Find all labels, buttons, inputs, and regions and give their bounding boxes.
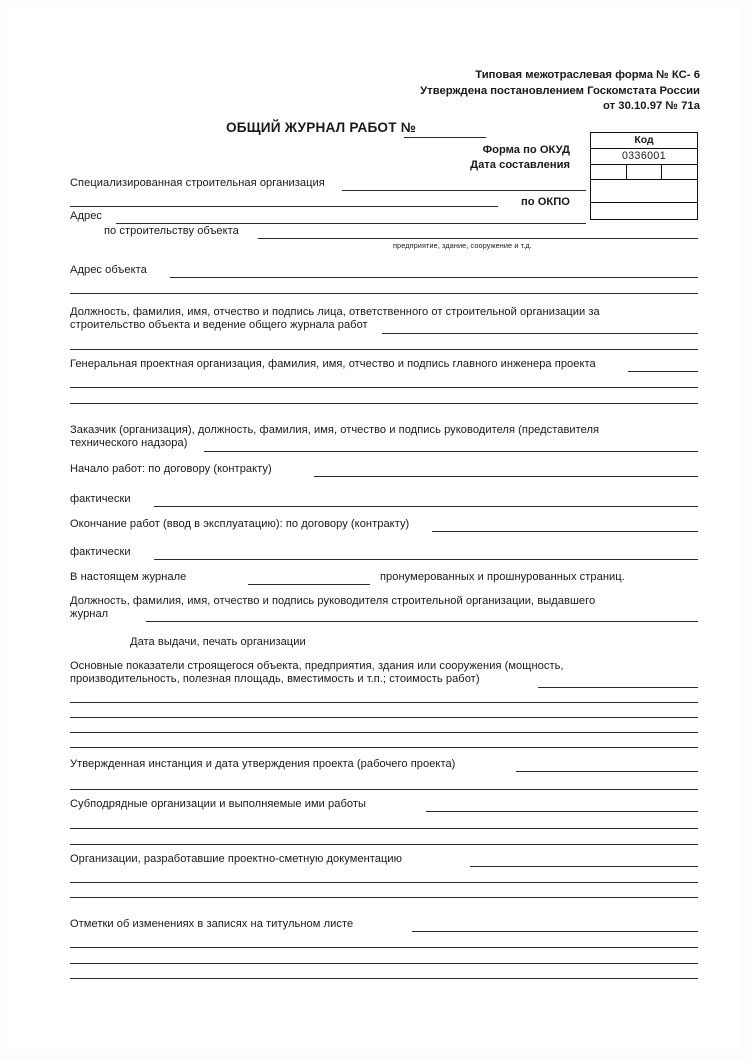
rule-design-doc-orgs-3[interactable]: [70, 897, 698, 898]
date-cell-year[interactable]: [662, 165, 697, 179]
rule-title-page-changes-3[interactable]: [70, 963, 698, 964]
label-construction-of-object: по строительству объекта: [104, 225, 239, 237]
rule-general-design-org-3[interactable]: [70, 403, 698, 404]
rule-issuer[interactable]: [146, 621, 698, 622]
rule-journal-pages[interactable]: [248, 584, 370, 585]
label-responsible-person-line2: строительство объекта и ведение общего журнала работ: [70, 319, 368, 331]
label-work-start-contract: Начало работ: по договору (контракту): [70, 463, 272, 475]
rule-title-page-changes-2[interactable]: [70, 947, 698, 948]
label-main-indicators-line1: Основные показатели строящегося объекта, предприятия, здания или сооружения (мощность,: [70, 660, 564, 672]
rule-subcontractors[interactable]: [426, 811, 698, 812]
code-table: [590, 132, 698, 220]
rule-general-design-org-2[interactable]: [70, 387, 698, 388]
rule-main-indicators-5[interactable]: [70, 747, 698, 748]
label-general-design-org: Генеральная проектная организация, фамилия, имя, отчество и подпись главного инженера проекта: [70, 358, 596, 370]
label-journal-pages-suffix: пронумерованных и прошнурованных страниц.: [380, 571, 625, 583]
label-title-page-changes: Отметки об изменениях в записях на титульном листе: [70, 918, 354, 930]
label-actually-start: фактически: [70, 493, 131, 505]
rule-main-indicators[interactable]: [538, 687, 698, 688]
rule-object-address[interactable]: [170, 277, 698, 278]
form-sheet: [8, 6, 742, 1053]
rule-title-page-changes-4[interactable]: [70, 978, 698, 979]
label-actually-end: фактически: [70, 546, 131, 558]
rule-title-page-changes[interactable]: [412, 931, 698, 932]
rule-main-indicators-3[interactable]: [70, 717, 698, 718]
label-journal-pages-prefix: В настоящем журнале: [70, 571, 187, 583]
label-design-doc-orgs: Организации, разработавшие проектно-сметную документацию: [70, 853, 403, 865]
rule-address[interactable]: [116, 223, 586, 224]
label-main-indicators-line2: производительность, полезная площадь, вместимость и т.п.; стоимость работ): [70, 673, 480, 685]
form-header-line-3: от 30.10.97 № 71а: [603, 100, 700, 113]
okpo-value-cell[interactable]: [591, 180, 697, 203]
date-compiled-label: Дата составления: [470, 159, 570, 171]
label-issuer-line1: Должность, фамилия, имя, отчество и подпись руководителя строительной организации, выдавшего: [70, 595, 596, 607]
okpo-label: по ОКПО: [521, 196, 570, 208]
label-responsible-person-line1: Должность, фамилия, имя, отчество и подпись лица, ответственного от строительной организации за: [70, 306, 600, 318]
rule-responsible-person-2[interactable]: [70, 349, 698, 350]
rule-design-doc-orgs[interactable]: [470, 866, 698, 867]
label-issuer-line2: журнал: [70, 608, 109, 620]
rule-design-doc-orgs-2[interactable]: [70, 882, 698, 883]
rule-subcontractors-2[interactable]: [70, 828, 698, 829]
label-object-address: Адрес объекта: [70, 264, 147, 276]
label-issue-date-seal: Дата выдачи, печать организации: [130, 636, 306, 648]
okud-value-cell: 0336001: [591, 149, 697, 165]
rule-general-design-org[interactable]: [628, 371, 698, 372]
title-number-rule[interactable]: [404, 137, 486, 138]
rule-customer[interactable]: [204, 451, 698, 452]
date-cell-day[interactable]: [591, 165, 627, 179]
label-specialized-org: Специализированная строительная организация: [70, 177, 325, 189]
form-header-line-1: Типовая межотраслевая форма № КС- 6: [475, 69, 700, 81]
rule-approving-authority[interactable]: [516, 771, 698, 772]
form-header-line-2: Утверждена постановлением Госкомстата России: [420, 84, 700, 97]
rule-actually-end[interactable]: [154, 559, 698, 560]
okud-label: Форма по ОКУД: [482, 144, 570, 156]
label-customer-line2: технического надзора): [70, 437, 188, 449]
rule-actually-start[interactable]: [154, 506, 698, 507]
rule-subcontractors-3[interactable]: [70, 844, 698, 845]
date-compiled-cells[interactable]: [591, 165, 697, 180]
code-table-header: Код: [591, 133, 697, 149]
label-customer-line1: Заказчик (организация), должность, фамилия, имя, отчество и подпись руководителя (представителя: [70, 424, 600, 436]
rule-responsible-person[interactable]: [382, 333, 698, 334]
date-cell-month[interactable]: [627, 165, 663, 179]
rule-work-start-contract[interactable]: [314, 476, 698, 477]
page-title: ОБЩИЙ ЖУРНАЛ РАБОТ №: [226, 120, 417, 135]
caption-object-type: предприятие, здание, сооружение и т.д.: [393, 241, 532, 250]
label-subcontractors: Субподрядные организации и выполняемые ими работы: [70, 798, 366, 810]
rule-main-indicators-4[interactable]: [70, 732, 698, 733]
rule-approving-authority-2[interactable]: [70, 789, 698, 790]
rule-object-address-2[interactable]: [70, 293, 698, 294]
rule-main-indicators-2[interactable]: [70, 702, 698, 703]
rule-specialized-org[interactable]: [342, 190, 586, 191]
form-header-block: [420, 68, 700, 115]
rule-specialized-org-2[interactable]: [70, 206, 498, 207]
rule-work-end-contract[interactable]: [432, 531, 698, 532]
label-work-end-contract: Окончание работ (ввод в эксплуатацию): по договору (контракту): [70, 518, 410, 530]
label-address: Адрес: [70, 210, 103, 222]
code-extra-cell[interactable]: [591, 203, 697, 219]
label-approving-authority: Утвержденная инстанция и дата утверждения проекта (рабочего проекта): [70, 758, 456, 770]
